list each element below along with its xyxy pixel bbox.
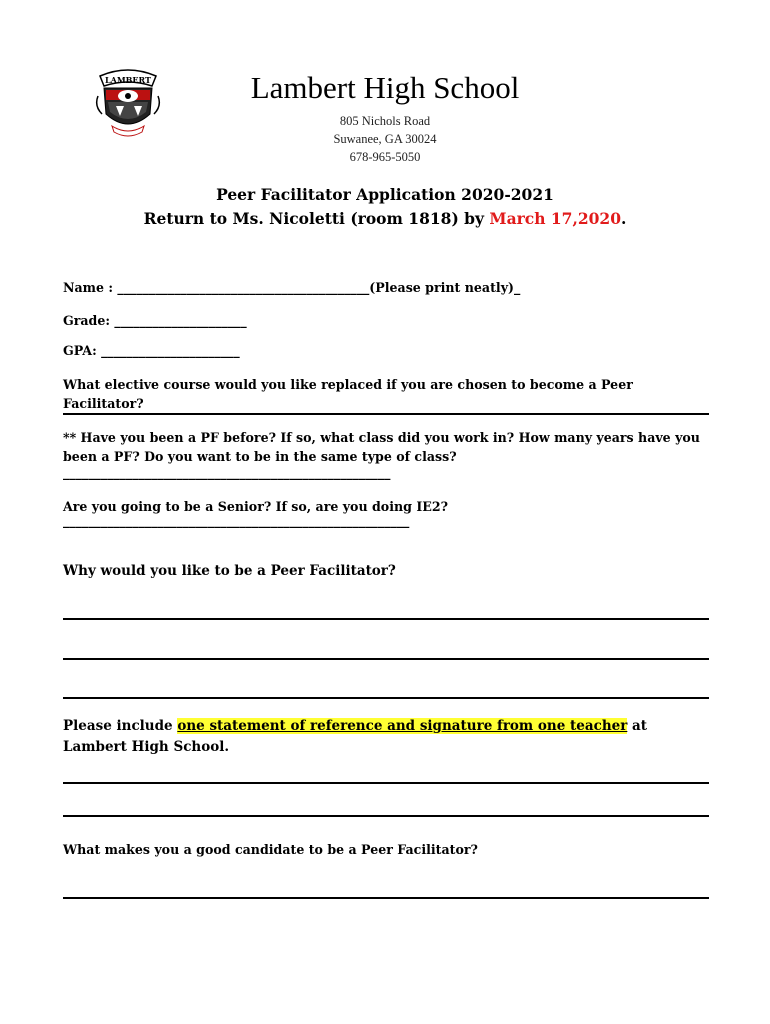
senior-question: Are you going to be a Senior? If so, are you doing IE2? [63, 499, 448, 514]
reference-highlight: one statement of reference and signature from one teacher [177, 718, 628, 734]
name-field[interactable]: Name : ________________________________________(Please print neatly)_ [63, 280, 521, 295]
senior-answer-line[interactable]: _______________________________________________________ [63, 513, 410, 528]
reference-prefix: Please include [63, 718, 178, 734]
reference-suffix: at Lambert High School. [63, 718, 648, 755]
pf-before-question: ** Have you been a PF before? If so, what class did you work in? How many years have you been a PF? Do you want to be in the same type of class? [63, 430, 700, 464]
why-answer-line-2[interactable] [63, 658, 709, 660]
why-answer-line-1[interactable] [63, 618, 709, 620]
application-title: Peer Facilitator Application 2020-2021 [216, 185, 554, 204]
address-line-2: Suwanee, GA 30024 [333, 132, 437, 146]
elective-answer-line[interactable] [63, 413, 709, 415]
svg-text:LAMBERT: LAMBERT [104, 75, 152, 85]
phone-number: 678-965-5050 [349, 150, 421, 164]
candidate-question: What makes you a good candidate to be a Peer Facilitator? [63, 842, 478, 857]
reference-instructions [63, 716, 713, 758]
pf-before-answer-line[interactable]: ____________________________________________________ [63, 465, 391, 480]
reference-answer-line-1[interactable] [63, 782, 709, 784]
school-title: Lambert High School [250, 70, 520, 105]
deadline-date: March 17,2020 [489, 209, 621, 228]
return-prefix: Return to Ms. Nicoletti (room 1818) by [143, 209, 490, 228]
reference-answer-line-2[interactable] [63, 815, 709, 817]
grade-field[interactable]: Grade: _____________________ [63, 313, 247, 328]
candidate-answer-line[interactable] [63, 897, 709, 899]
gpa-field[interactable]: GPA: ______________________ [63, 343, 240, 358]
why-question: Why would you like to be a Peer Facilitator? [63, 563, 396, 579]
return-suffix: . [621, 209, 627, 228]
address-line-1: 805 Nichols Road [339, 114, 431, 128]
why-answer-line-3[interactable] [63, 697, 709, 699]
elective-question: What elective course would you like replaced if you are chosen to become a Peer Facilitator? [63, 377, 633, 411]
return-instructions [0, 209, 770, 228]
